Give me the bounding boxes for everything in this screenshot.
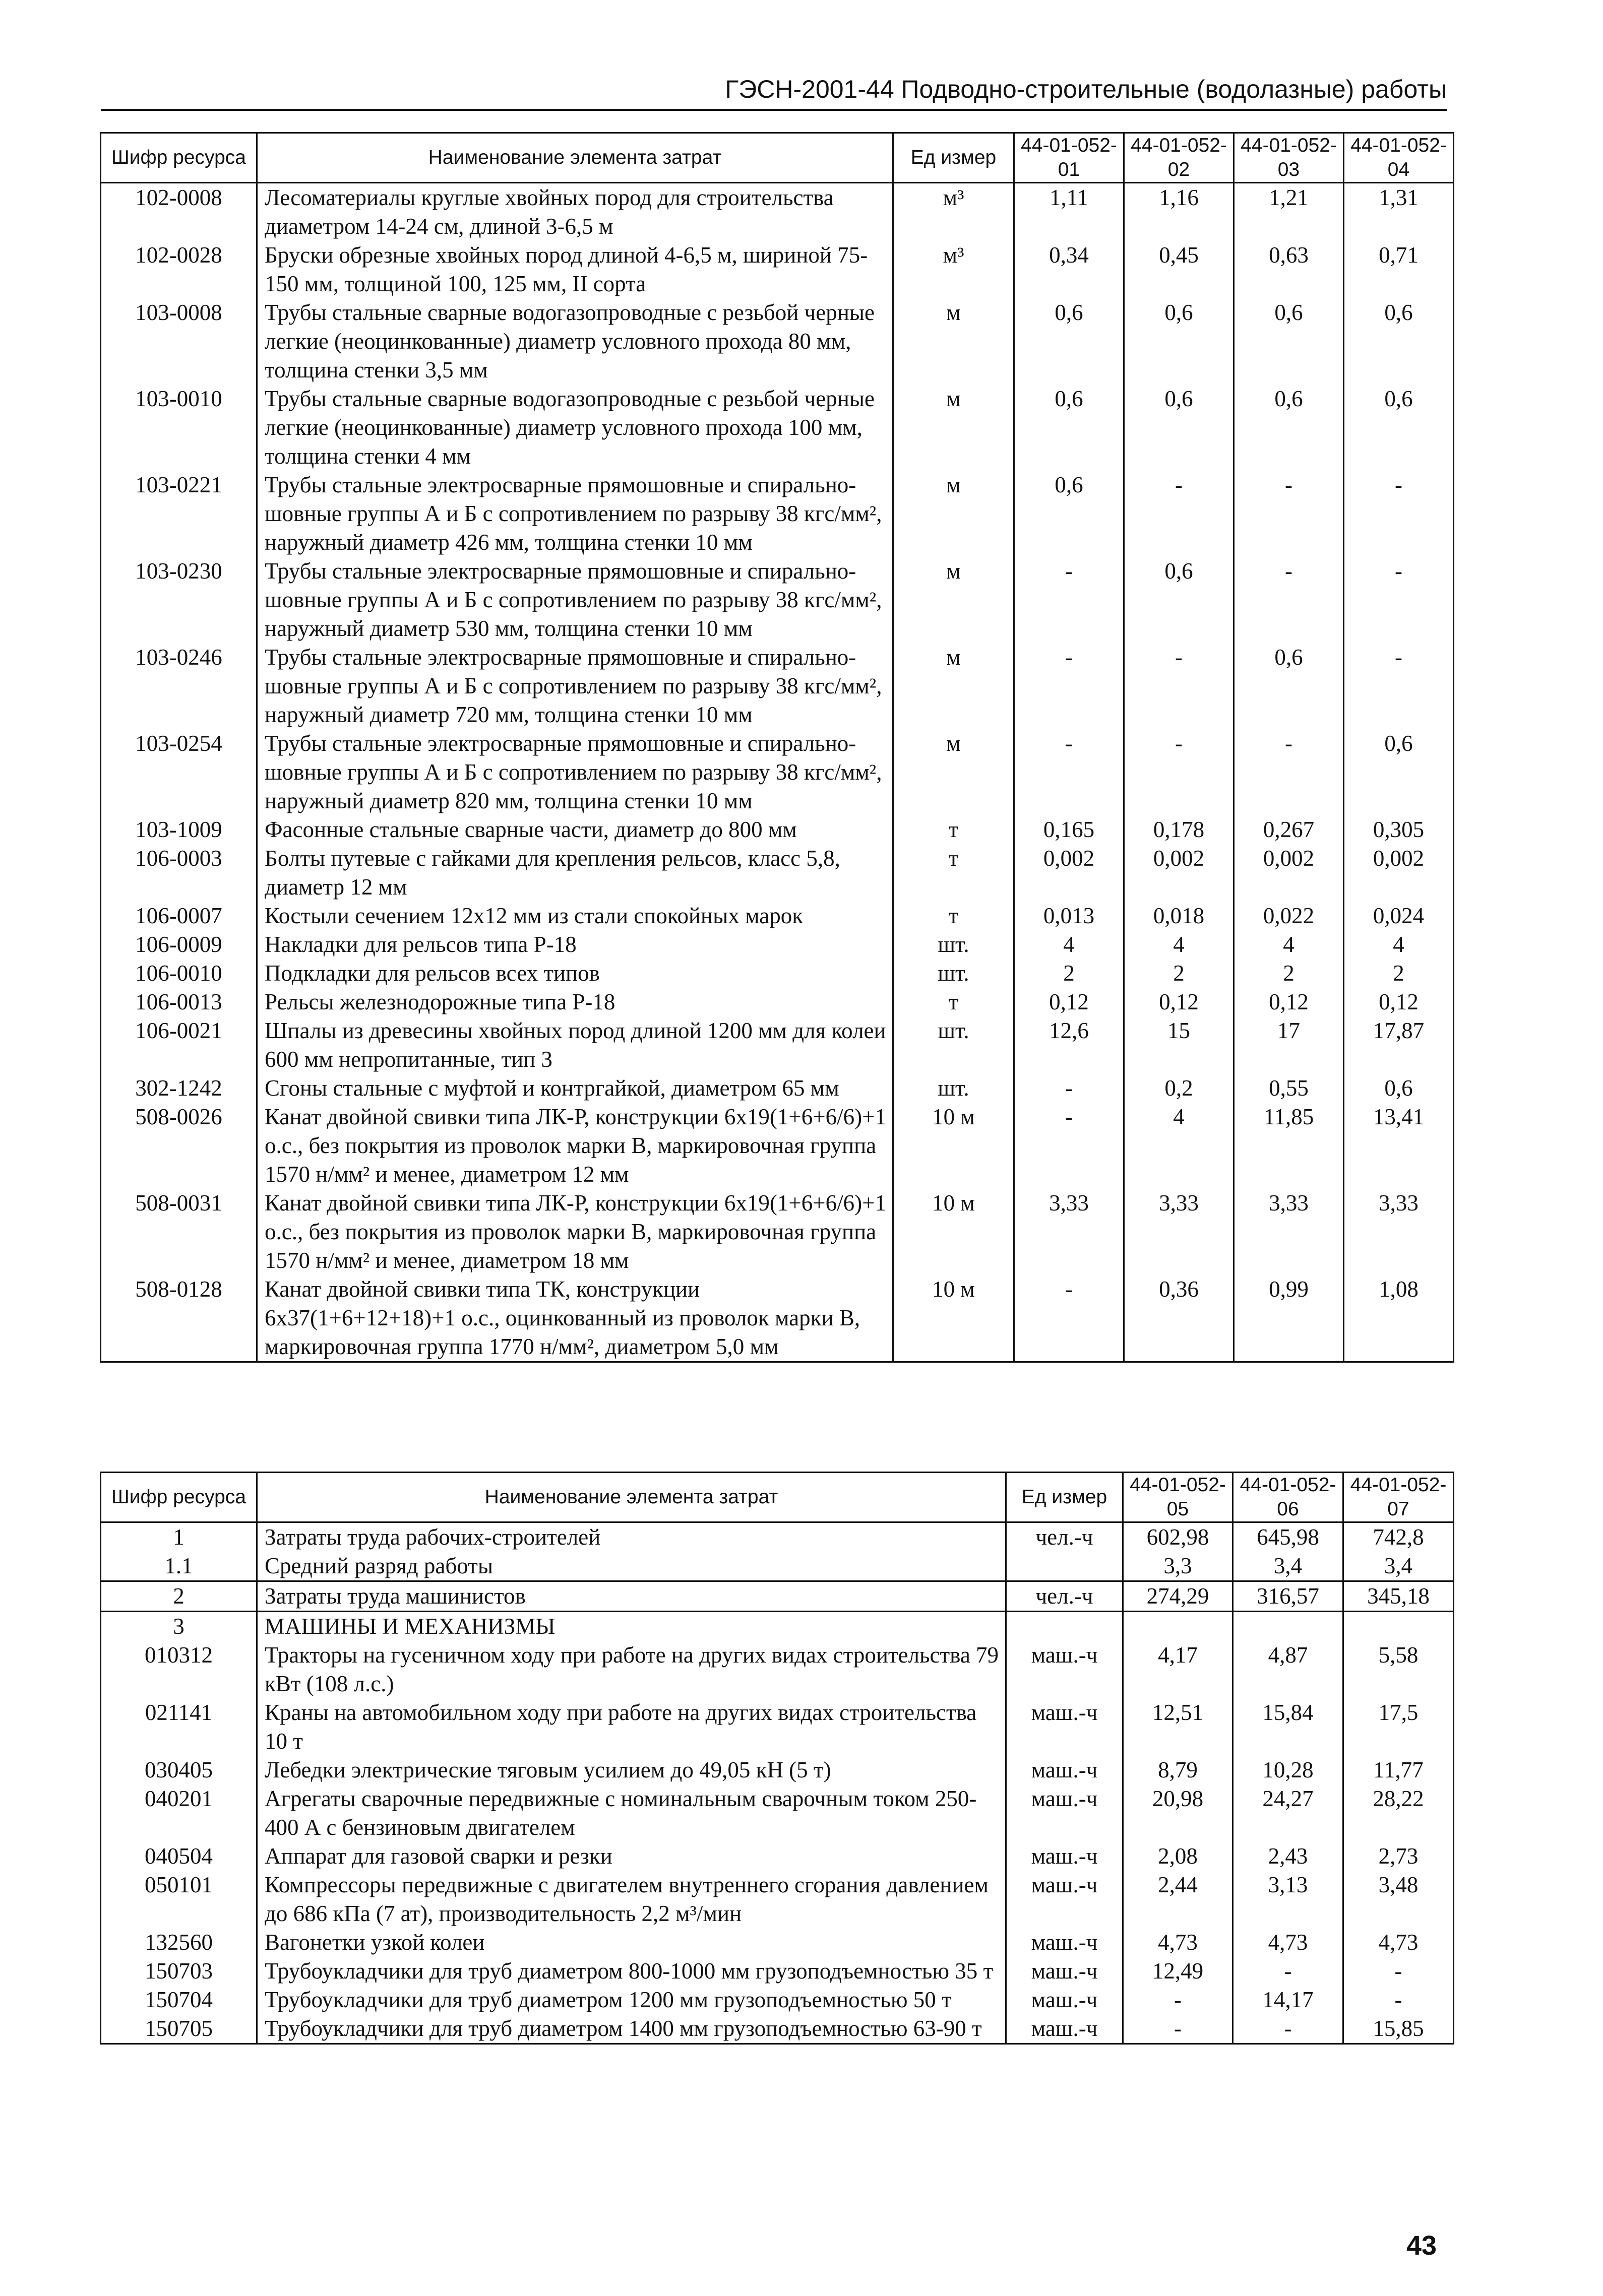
cell-unit: м	[893, 471, 1014, 557]
cell-name: Трубы стальные сварные водогазопроводные с резьбой черные легкие (неоцинкованные) диаметр условного прохода 80 мм, толщина стенки 3,5 мм	[257, 298, 893, 385]
cell-value: 0,6	[1234, 298, 1344, 385]
cell-value: 4	[1344, 930, 1454, 959]
cell-code: 150704	[101, 1986, 257, 2014]
cell-value: 1,08	[1344, 1275, 1454, 1362]
cell-name: Фасонные стальные сварные части, диаметр до 800 мм	[257, 815, 893, 844]
cell-unit: шт.	[893, 930, 1014, 959]
cell-name: Лебедки электрические тяговым усилием до 49,05 кН (5 т)	[257, 1756, 1006, 1784]
table-row	[101, 385, 1454, 471]
cell-unit: чел.-ч	[1006, 1581, 1123, 1612]
cell-value: 10,28	[1233, 1756, 1343, 1784]
cell-value: -	[1344, 557, 1454, 643]
cell-unit: т	[893, 815, 1014, 844]
cell-unit: м³	[893, 183, 1014, 241]
cell-value: 316,57	[1233, 1581, 1343, 1612]
cell-name: Сгоны стальные с муфтой и контргайкой, диаметром 65 мм	[257, 1074, 893, 1103]
cell-value: 742,8	[1343, 1522, 1454, 1552]
cell-value: 2,43	[1233, 1842, 1343, 1871]
table-row	[101, 1957, 1454, 1986]
cell-code: 508-0128	[101, 1275, 257, 1362]
cell-value: 3,33	[1014, 1189, 1124, 1275]
cell-value: -	[1014, 643, 1124, 729]
cell-unit: маш.-ч	[1006, 1871, 1123, 1928]
cell-value: 12,6	[1014, 1016, 1124, 1074]
cell-unit: т	[893, 902, 1014, 930]
cell-name: Трубоукладчики для труб диаметром 1400 мм грузоподъемностью 63-90 т	[257, 2014, 1006, 2044]
cell-name: Трубы стальные электросварные прямошовные и спирально-шовные группы А и Б с сопротивлением по разрыву 38 кгс/мм², наружный диаметр 820 мм, толщина стенки 10 мм	[257, 729, 893, 815]
cell-value: -	[1014, 1074, 1124, 1103]
cell-value: 0,6	[1344, 385, 1454, 471]
cell-name: Средний разряд работы	[257, 1552, 1006, 1581]
cell-value: 0,12	[1344, 988, 1454, 1016]
table-row	[101, 1698, 1454, 1756]
cell-value: 1,21	[1234, 183, 1344, 241]
cell-unit: м	[893, 557, 1014, 643]
cell-unit: 10 м	[893, 1189, 1014, 1275]
cell-unit: 10 м	[893, 1103, 1014, 1189]
cell-value: -	[1344, 471, 1454, 557]
cell-code: 106-0003	[101, 844, 257, 902]
cell-value: 20,98	[1123, 1784, 1233, 1842]
cell-value: 3,33	[1124, 1189, 1234, 1275]
cell-unit: маш.-ч	[1006, 1928, 1123, 1957]
cell-code: 010312	[101, 1641, 257, 1698]
cell-value: 2,73	[1343, 1842, 1454, 1871]
cell-name: Бруски обрезные хвойных пород длиной 4-6,5 м, шириной 75-150 мм, толщиной 100, 125 мм, II сорта	[257, 241, 893, 298]
cell-code: 103-0010	[101, 385, 257, 471]
cell-value: 602,98	[1123, 1522, 1233, 1552]
col-header-norm: 44-01-052-06	[1233, 1473, 1343, 1522]
header-rule	[101, 109, 1447, 111]
cell-unit: маш.-ч	[1006, 2014, 1123, 2044]
cell-value: 0,018	[1124, 902, 1234, 930]
cell-unit: маш.-ч	[1006, 1641, 1123, 1698]
cell-value: 0,6	[1124, 298, 1234, 385]
cell-value: -	[1234, 471, 1344, 557]
cell-value: 2,08	[1123, 1842, 1233, 1871]
table-row	[101, 729, 1454, 815]
table-row	[101, 1275, 1454, 1362]
cell-value: 2	[1014, 959, 1124, 988]
col-header-code: Шифр ресурса	[101, 1473, 257, 1522]
col-header-norm: 44-01-052-05	[1123, 1473, 1233, 1522]
table-row	[101, 2014, 1454, 2044]
cell-code: 030405	[101, 1756, 257, 1784]
cell-value: 0,165	[1014, 815, 1124, 844]
cell-name: Аппарат для газовой сварки и резки	[257, 1842, 1006, 1871]
header-title: ГЭСН-2001-44 Подводно-строительные (водолазные) работы	[725, 75, 1447, 103]
cell-value: -	[1014, 1103, 1124, 1189]
cell-value: 3,33	[1234, 1189, 1344, 1275]
cell-code: 021141	[101, 1698, 257, 1756]
cell-value: -	[1233, 1957, 1343, 1986]
cell-value: 4	[1234, 930, 1344, 959]
cell-value: 4,87	[1233, 1641, 1343, 1698]
cell-name: Лесоматериалы круглые хвойных пород для строительства диаметром 14-24 см, длиной 3-6,5 м	[257, 183, 893, 241]
table-row	[101, 1522, 1454, 1552]
cell-code: 150703	[101, 1957, 257, 1986]
cell-value: 14,17	[1233, 1986, 1343, 2014]
cell-name: Канат двойной свивки типа ЛК-Р, конструкции 6x19(1+6+6/6)+1 о.с., без покрытия из проволок марки В, маркировочная группа 1570 н/мм² и менее, диаметром 12 мм	[257, 1103, 893, 1189]
col-header-norm: 44-01-052-03	[1234, 133, 1344, 183]
cell-value: 8,79	[1123, 1756, 1233, 1784]
cell-value: 345,18	[1343, 1581, 1454, 1612]
cell-value: -	[1124, 643, 1234, 729]
cell-value: 274,29	[1123, 1581, 1233, 1612]
cell-unit: чел.-ч	[1006, 1522, 1123, 1552]
cell-value: 0,12	[1014, 988, 1124, 1016]
cell-value: 4,17	[1123, 1641, 1233, 1698]
cell-unit: маш.-ч	[1006, 1784, 1123, 1842]
cell-value: 4	[1124, 930, 1234, 959]
cell-value: 0,6	[1124, 385, 1234, 471]
cell-unit: маш.-ч	[1006, 1756, 1123, 1784]
cell-value: 17,87	[1344, 1016, 1454, 1074]
cell-value: -	[1123, 2014, 1233, 2044]
cell-unit	[1006, 1552, 1123, 1581]
table-row	[101, 1074, 1454, 1103]
cell-value: 0,6	[1234, 385, 1344, 471]
running-header	[554, 71, 1447, 111]
col-header-code: Шифр ресурса	[101, 133, 257, 183]
cell-name: Канат двойной свивки типа ЛК-Р, конструкции 6x19(1+6+6/6)+1 о.с., без покрытия из проволок марки В, маркировочная группа 1570 н/мм² и менее, диаметром 18 мм	[257, 1189, 893, 1275]
cell-value: 3,13	[1233, 1871, 1343, 1928]
cell-unit: т	[893, 844, 1014, 902]
cell-value: -	[1233, 2014, 1343, 2044]
cell-code: 106-0021	[101, 1016, 257, 1074]
table-row	[101, 557, 1454, 643]
cell-value: 15	[1124, 1016, 1234, 1074]
cell-name: Компрессоры передвижные с двигателем внутреннего сгорания давлением до 686 кПа (7 ат), производительность 2,2 м³/мин	[257, 1871, 1006, 1928]
cell-value: 3,3	[1123, 1552, 1233, 1581]
table-row	[101, 471, 1454, 557]
cell-value: 0,6	[1344, 729, 1454, 815]
cell-value: -	[1343, 1986, 1454, 2014]
cell-value: 0,6	[1014, 385, 1124, 471]
cell-value: 3,4	[1233, 1552, 1343, 1581]
cell-value: 0,12	[1234, 988, 1344, 1016]
cell-unit: м	[893, 385, 1014, 471]
cell-value: 0,36	[1124, 1275, 1234, 1362]
cell-unit: м	[893, 729, 1014, 815]
table-row	[101, 1784, 1454, 1842]
cell-value: -	[1124, 729, 1234, 815]
cell-name: Канат двойной свивки типа ТК, конструкции 6x37(1+6+12+18)+1 о.с., оцинкованный из проволок марки В, маркировочная группа 1770 н/мм², диаметром 5,0 мм	[257, 1275, 893, 1362]
col-header-unit: Ед измер	[1006, 1473, 1123, 1522]
table-row	[101, 1612, 1454, 1641]
cell-code: 103-0254	[101, 729, 257, 815]
cell-value: 0,55	[1234, 1074, 1344, 1103]
table-row	[101, 815, 1454, 844]
cell-value	[1343, 1612, 1454, 1641]
cell-name: Агрегаты сварочные передвижные с номинальным сварочным током 250-400 А с бензиновым двигателем	[257, 1784, 1006, 1842]
table-row	[101, 1552, 1454, 1581]
page-number: 43	[1406, 2230, 1437, 2261]
cell-value: 0,6	[1124, 557, 1234, 643]
table-row	[101, 1756, 1454, 1784]
cell-value: 12,51	[1123, 1698, 1233, 1756]
cell-value: 3,33	[1344, 1189, 1454, 1275]
cell-value: 3,4	[1343, 1552, 1454, 1581]
col-header-norm: 44-01-052-02	[1124, 133, 1234, 183]
cell-value: 0,178	[1124, 815, 1234, 844]
col-header-norm: 44-01-052-01	[1014, 133, 1124, 183]
col-header-name: Наименование элемента затрат	[257, 133, 893, 183]
cell-code: 1	[101, 1522, 257, 1552]
table-row	[101, 1986, 1454, 2014]
cell-code: 106-0010	[101, 959, 257, 988]
cell-unit: м³	[893, 241, 1014, 298]
cell-value: -	[1123, 1986, 1233, 2014]
cell-value: 0,002	[1344, 844, 1454, 902]
cell-code: 150705	[101, 2014, 257, 2044]
cell-name: Костыли сечением 12x12 мм из стали спокойных марок	[257, 902, 893, 930]
table-row	[101, 1581, 1454, 1612]
cell-name: Болты путевые с гайками для крепления рельсов, класс 5,8, диаметр 12 мм	[257, 844, 893, 902]
cell-value: -	[1343, 1957, 1454, 1986]
table-row	[101, 930, 1454, 959]
table-row	[101, 1842, 1454, 1871]
cell-unit: маш.-ч	[1006, 1957, 1123, 1986]
cell-code: 040504	[101, 1842, 257, 1871]
cell-code: 103-0221	[101, 471, 257, 557]
table-row	[101, 1189, 1454, 1275]
col-header-norm: 44-01-052-07	[1343, 1473, 1454, 1522]
cell-value: 0,6	[1234, 643, 1344, 729]
cell-name: Рельсы железнодорожные типа Р-18	[257, 988, 893, 1016]
table-header-row	[101, 1473, 1454, 1522]
cell-value: 13,41	[1344, 1103, 1454, 1189]
cell-value: 0,013	[1014, 902, 1124, 930]
table-row	[101, 241, 1454, 298]
cell-value: -	[1014, 1275, 1124, 1362]
cell-name: Трубы стальные сварные водогазопроводные с резьбой черные легкие (неоцинкованные) диаметр условного прохода 100 мм, толщина стенки 4 мм	[257, 385, 893, 471]
cell-code: 040201	[101, 1784, 257, 1842]
cell-value: -	[1124, 471, 1234, 557]
cell-name: МАШИНЫ И МЕХАНИЗМЫ	[257, 1612, 1006, 1641]
cell-code: 302-1242	[101, 1074, 257, 1103]
cell-value: 3,48	[1343, 1871, 1454, 1928]
labor-machines-table	[100, 1472, 1454, 2045]
cell-value: 2	[1344, 959, 1454, 988]
table-row	[101, 844, 1454, 902]
cell-value: 2	[1234, 959, 1344, 988]
cell-value: 0,6	[1014, 298, 1124, 385]
cell-value: 2	[1124, 959, 1234, 988]
cell-value: 0,34	[1014, 241, 1124, 298]
cell-value: 0,6	[1014, 471, 1124, 557]
cell-value: 0,45	[1124, 241, 1234, 298]
cell-value: 11,85	[1234, 1103, 1344, 1189]
table-row	[101, 988, 1454, 1016]
cell-value: 11,77	[1343, 1756, 1454, 1784]
cell-name: Шпалы из древесины хвойных пород длиной 1200 мм для колеи 600 мм непропитанные, тип 3	[257, 1016, 893, 1074]
cell-value: 1,16	[1124, 183, 1234, 241]
cell-name: Затраты труда рабочих-строителей	[257, 1522, 1006, 1552]
cell-code: 102-0028	[101, 241, 257, 298]
table-row	[101, 1871, 1454, 1928]
cell-name: Трубоукладчики для труб диаметром 1200 мм грузоподъемностью 50 т	[257, 1986, 1006, 2014]
cell-code: 103-0230	[101, 557, 257, 643]
cell-code: 102-0008	[101, 183, 257, 241]
materials-table	[100, 132, 1454, 1363]
cell-name: Вагонетки узкой колеи	[257, 1928, 1006, 1957]
cell-value: 12,49	[1123, 1957, 1233, 1986]
cell-name: Краны на автомобильном ходу при работе на других видах строительства 10 т	[257, 1698, 1006, 1756]
cell-unit: шт.	[893, 1016, 1014, 1074]
cell-value: 28,22	[1343, 1784, 1454, 1842]
cell-value: 0,002	[1234, 844, 1344, 902]
cell-value: 4	[1124, 1103, 1234, 1189]
table-row	[101, 643, 1454, 729]
cell-value	[1123, 1612, 1233, 1641]
cell-name: Трубоукладчики для труб диаметром 800-1000 мм грузоподъемностью 35 т	[257, 1957, 1006, 1986]
table-row	[101, 183, 1454, 241]
cell-value: 4,73	[1343, 1928, 1454, 1957]
cell-value: 645,98	[1233, 1522, 1343, 1552]
cell-value: 15,85	[1343, 2014, 1454, 2044]
cell-unit: маш.-ч	[1006, 1986, 1123, 2014]
cell-code: 2	[101, 1581, 257, 1612]
col-header-name: Наименование элемента затрат	[257, 1473, 1006, 1522]
table-row	[101, 1103, 1454, 1189]
cell-value: 0,002	[1014, 844, 1124, 902]
cell-value: -	[1234, 729, 1344, 815]
cell-value: -	[1014, 729, 1124, 815]
cell-value	[1233, 1612, 1343, 1641]
cell-code: 1.1	[101, 1552, 257, 1581]
cell-value: 0,2	[1124, 1074, 1234, 1103]
cell-value: 0,305	[1344, 815, 1454, 844]
cell-value: -	[1234, 557, 1344, 643]
cell-value: 0,63	[1234, 241, 1344, 298]
cell-name: Подкладки для рельсов всех типов	[257, 959, 893, 988]
table-row	[101, 902, 1454, 930]
table-row	[101, 1641, 1454, 1698]
cell-value: 0,022	[1234, 902, 1344, 930]
table-row	[101, 1928, 1454, 1957]
col-header-norm: 44-01-052-04	[1344, 133, 1454, 183]
cell-code: 103-0008	[101, 298, 257, 385]
cell-value: 0,6	[1344, 1074, 1454, 1103]
cell-value: 17	[1234, 1016, 1344, 1074]
cell-code: 508-0031	[101, 1189, 257, 1275]
cell-code: 508-0026	[101, 1103, 257, 1189]
cell-value: 1,31	[1344, 183, 1454, 241]
table-row	[101, 298, 1454, 385]
table-row	[101, 959, 1454, 988]
cell-unit: маш.-ч	[1006, 1698, 1123, 1756]
cell-value: 5,58	[1343, 1641, 1454, 1698]
cell-unit	[1006, 1612, 1123, 1641]
cell-value: 0,99	[1234, 1275, 1344, 1362]
cell-name: Трубы стальные электросварные прямошовные и спирально-шовные группы А и Б с сопротивлением по разрыву 38 кгс/мм², наружный диаметр 720 мм, толщина стенки 10 мм	[257, 643, 893, 729]
cell-unit: маш.-ч	[1006, 1842, 1123, 1871]
cell-code: 106-0009	[101, 930, 257, 959]
cell-code: 106-0007	[101, 902, 257, 930]
cell-code: 103-0246	[101, 643, 257, 729]
cell-value: 0,71	[1344, 241, 1454, 298]
cell-value: 4,73	[1123, 1928, 1233, 1957]
col-header-unit: Ед измер	[893, 133, 1014, 183]
cell-value: 0,267	[1234, 815, 1344, 844]
cell-unit: м	[893, 643, 1014, 729]
cell-code: 3	[101, 1612, 257, 1641]
cell-unit: шт.	[893, 1074, 1014, 1103]
cell-value: 24,27	[1233, 1784, 1343, 1842]
cell-code: 132560	[101, 1928, 257, 1957]
table-header-row	[101, 133, 1454, 183]
cell-value: 15,84	[1233, 1698, 1343, 1756]
cell-code: 106-0013	[101, 988, 257, 1016]
cell-unit: м	[893, 298, 1014, 385]
cell-value: 0,6	[1344, 298, 1454, 385]
cell-value: 4,73	[1233, 1928, 1343, 1957]
cell-unit: шт.	[893, 959, 1014, 988]
cell-code: 103-1009	[101, 815, 257, 844]
cell-unit: т	[893, 988, 1014, 1016]
cell-unit: 10 м	[893, 1275, 1014, 1362]
cell-value: 1,11	[1014, 183, 1124, 241]
cell-value: 0,12	[1124, 988, 1234, 1016]
cell-value: 2,44	[1123, 1871, 1233, 1928]
cell-name: Трубы стальные электросварные прямошовные и спирально-шовные группы А и Б с сопротивлением по разрыву 38 кгс/мм², наружный диаметр 530 мм, толщина стенки 10 мм	[257, 557, 893, 643]
cell-value: 4	[1014, 930, 1124, 959]
cell-code: 050101	[101, 1871, 257, 1928]
cell-value: -	[1344, 643, 1454, 729]
cell-name: Тракторы на гусеничном ходу при работе на других видах строительства 79 кВт (108 л.с.)	[257, 1641, 1006, 1698]
table-row	[101, 1016, 1454, 1074]
cell-value: 0,024	[1344, 902, 1454, 930]
cell-value: 0,002	[1124, 844, 1234, 902]
cell-value: -	[1014, 557, 1124, 643]
cell-name: Трубы стальные электросварные прямошовные и спирально-шовные группы А и Б с сопротивлением по разрыву 38 кгс/мм², наружный диаметр 426 мм, толщина стенки 10 мм	[257, 471, 893, 557]
cell-value: 17,5	[1343, 1698, 1454, 1756]
cell-name: Накладки для рельсов типа Р-18	[257, 930, 893, 959]
cell-name: Затраты труда машинистов	[257, 1581, 1006, 1612]
